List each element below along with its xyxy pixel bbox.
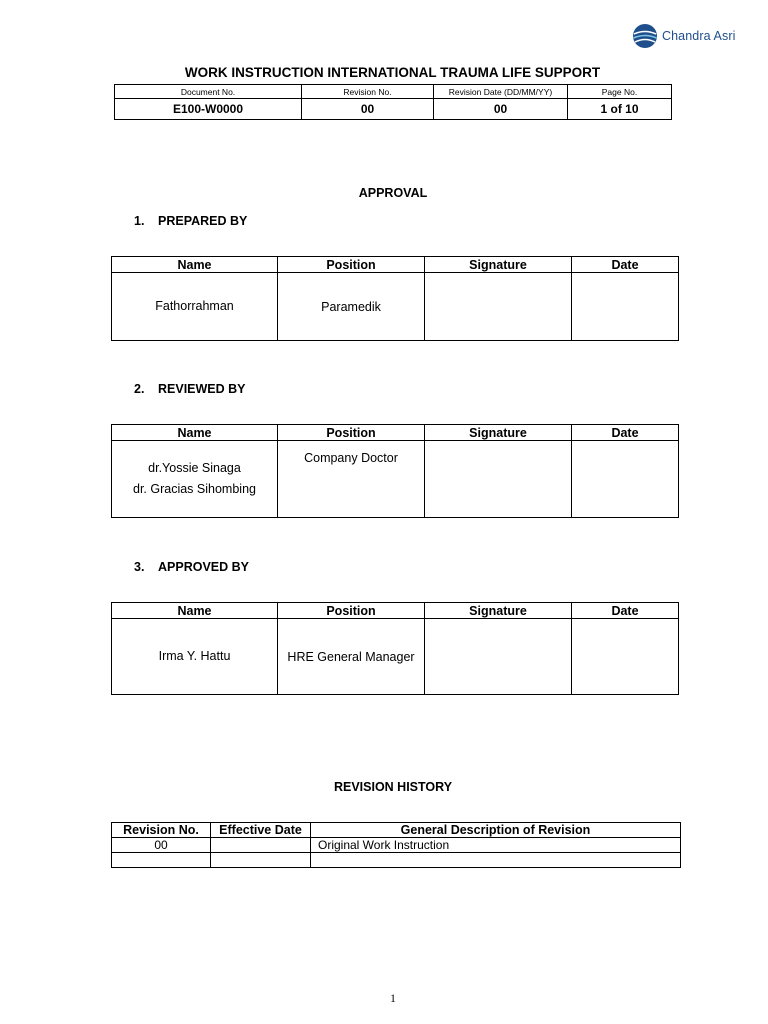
revision-no-cell: 00: [112, 838, 211, 853]
name-cell: [112, 441, 278, 518]
column-header-date: Date: [572, 257, 679, 273]
column-header-signature: Signature: [425, 603, 572, 619]
signature-cell: [425, 273, 572, 341]
table-row: [112, 619, 679, 695]
header-label-row: [115, 85, 672, 99]
reviewed-by-table: [111, 424, 679, 518]
column-header-position: Position: [278, 257, 425, 273]
table-row: [112, 273, 679, 341]
position-cell: Paramedik: [278, 273, 425, 341]
company-logo: [632, 22, 742, 50]
column-header-position: Position: [278, 603, 425, 619]
document-header-table: [114, 84, 672, 120]
table-row: [112, 441, 679, 518]
column-header-description: General Description of Revision: [311, 823, 681, 838]
section-heading-prepared-by: [134, 214, 247, 228]
logo-brand-name: Chandra Asri: [662, 29, 736, 43]
header-label-revision-no: Revision No.: [302, 85, 434, 99]
header-value-revision-date: 00: [434, 99, 568, 120]
header-label-page-no: Page No.: [568, 85, 672, 99]
column-header-signature: Signature: [425, 425, 572, 441]
date-cell: [572, 273, 679, 341]
person-name: Irma Y. Hattu: [158, 649, 231, 663]
approval-heading: APPROVAL: [358, 186, 428, 200]
description-cell: [311, 853, 681, 868]
section-number: 2.: [134, 382, 145, 396]
column-header-revision-no: Revision No.: [112, 823, 211, 838]
name-cell: [112, 273, 278, 341]
effective-date-cell: [211, 853, 311, 868]
column-header-name: Name: [112, 257, 278, 273]
header-value-row: [115, 99, 672, 120]
signature-cell: [425, 619, 572, 695]
document-title: WORK INSTRUCTION INTERNATIONAL TRAUMA LIFE SUPPORT: [184, 65, 601, 80]
person-name: dr. Gracias Sihombing: [133, 482, 256, 496]
approved-by-table: [111, 602, 679, 695]
header-label-document-no: Document No.: [115, 85, 302, 99]
name-cell: [112, 619, 278, 695]
table-header-row: [112, 257, 679, 273]
column-header-signature: Signature: [425, 257, 572, 273]
revision-no-cell: [112, 853, 211, 868]
column-header-effective-date: Effective Date: [211, 823, 311, 838]
table-header-row: [112, 425, 679, 441]
header-value-page-no: 1 of 10: [568, 99, 672, 120]
section-heading-reviewed-by: [134, 382, 246, 396]
effective-date-cell: [211, 838, 311, 853]
section-heading-approved-by: [134, 560, 249, 574]
revision-history-table: [111, 822, 681, 868]
column-header-position: Position: [278, 425, 425, 441]
section-number: 3.: [134, 560, 145, 574]
position-cell: HRE General Manager: [278, 619, 425, 695]
page-number: 1: [390, 993, 396, 1005]
column-header-date: Date: [572, 425, 679, 441]
column-header-name: Name: [112, 425, 278, 441]
header-label-revision-date: Revision Date (DD/MM/YY): [434, 85, 568, 99]
header-value-document-no: E100-W0000: [115, 99, 302, 120]
signature-cell: [425, 441, 572, 518]
date-cell: [572, 441, 679, 518]
table-header-row: [112, 823, 681, 838]
revision-history-heading: REVISION HISTORY: [333, 780, 453, 794]
table-row: [112, 853, 681, 868]
section-number: 1.: [134, 214, 145, 228]
column-header-name: Name: [112, 603, 278, 619]
position-cell: Company Doctor: [278, 441, 425, 518]
header-value-revision-no: 00: [302, 99, 434, 120]
description-cell: Original Work Instruction: [311, 838, 681, 853]
column-header-date: Date: [572, 603, 679, 619]
section-title: PREPARED BY: [158, 214, 248, 228]
prepared-by-table: [111, 256, 679, 341]
table-header-row: [112, 603, 679, 619]
section-title: REVIEWED BY: [158, 382, 246, 396]
person-name: dr.Yossie Sinaga: [148, 461, 241, 475]
chandra-asri-globe-icon: [632, 23, 658, 49]
person-name: Fathorrahman: [155, 299, 234, 313]
date-cell: [572, 619, 679, 695]
section-title: APPROVED BY: [158, 560, 249, 574]
table-row: [112, 838, 681, 853]
